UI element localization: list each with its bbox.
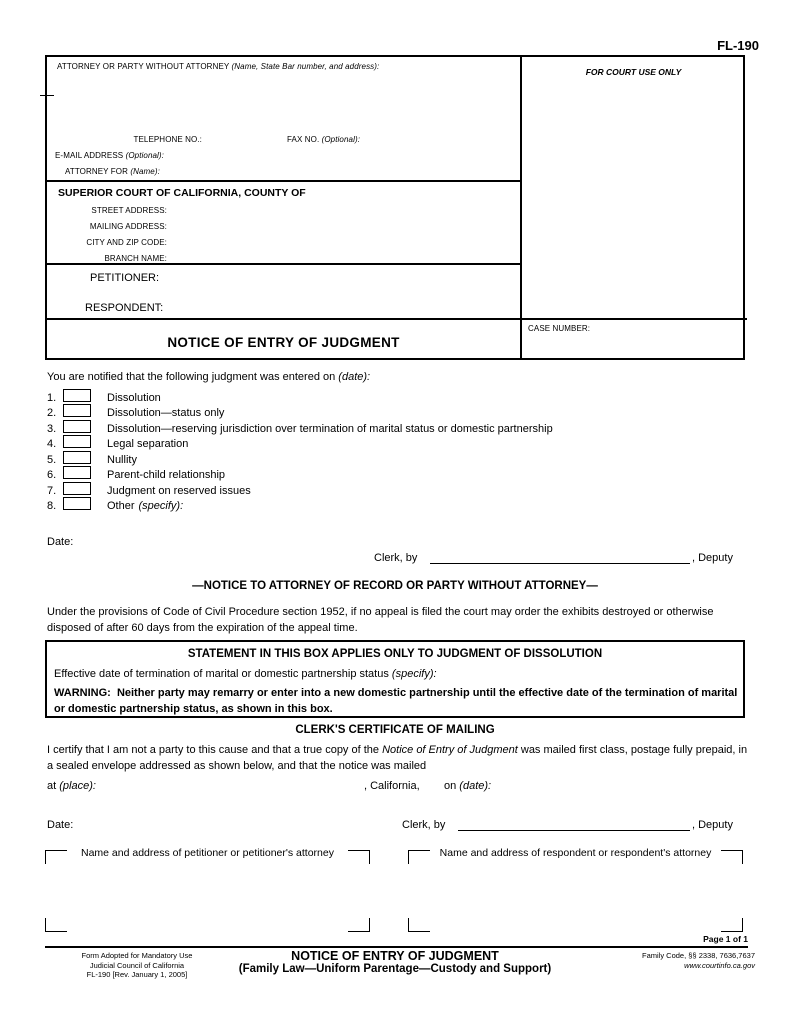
clerk-signature-line[interactable] [458, 817, 690, 831]
page-number-label: Page 1 of 1 [703, 934, 748, 944]
mailing-certificate-body: I certify that I am not a party to this cause and that a true copy of the Notice of Entry of Judgment was mailed first class, postage fully prepaid, in a sealed envelope addressed as shown below, and that the notice was mailed [47, 744, 748, 772]
item-number: 7. [47, 484, 57, 497]
clerk-by-label: Clerk, by [374, 552, 418, 564]
mail-date-hint: (date): [459, 780, 492, 792]
attorney-notice-body: Under the provisions of Code of Civil Procedure section 1952, if no appeal is filed the court may order the exhibits destroyed or otherwise disposed of after 60 days from the expiration of the appeal time. [47, 606, 714, 634]
item-label: Other [107, 500, 135, 512]
bracket-corner-icon [721, 850, 743, 864]
checkbox-icon [63, 497, 91, 510]
bracket-corner-icon [45, 850, 67, 864]
respondent-address-label: Name and address of respondent or respondent's attorney [439, 847, 712, 859]
judgment-item-row [47, 499, 183, 514]
divider-court-section [47, 180, 520, 182]
doc-title-italic: Notice of Entry of Judgment [382, 744, 518, 756]
bracket-corner-icon [408, 918, 430, 932]
dissolution-statement-box [45, 640, 745, 718]
footer-subtitle: (Family Law—Uniform Parentage—Custody and Support) [238, 963, 552, 975]
attorney-label-hint: (Name, State Bar number, and address): [231, 62, 380, 71]
effective-specify-hint: (specify): [391, 668, 437, 680]
margin-tick [40, 95, 54, 96]
fax-optional-hint: (Optional): [321, 135, 361, 144]
deputy-label: , Deputy [692, 552, 733, 564]
respondent-address-field[interactable] [413, 866, 728, 916]
divider-party-section [47, 263, 520, 265]
item-number: 4. [47, 438, 57, 450]
item-number: 5. [47, 453, 57, 466]
fax-field[interactable] [362, 131, 512, 144]
checkbox-icon [63, 389, 91, 402]
petitioner-field[interactable] [172, 270, 512, 285]
branch-name-label: BRANCH NAME: [104, 254, 167, 263]
mailed-at-line [47, 780, 96, 792]
judgment-item-row [47, 437, 188, 452]
bracket-corner-icon [721, 918, 743, 932]
item-number: 6. [47, 469, 57, 481]
item-label: Nullity [107, 453, 137, 466]
street-address-label: STREET ADDRESS: [91, 206, 167, 215]
attorney-notice-heading: —NOTICE TO ATTORNEY OF RECORD OR PARTY WITHOUT ATTORNEY— [192, 580, 598, 592]
mailing-address-field[interactable] [175, 219, 510, 232]
bracket-corner-icon [45, 918, 67, 932]
court-name-label: SUPERIOR COURT OF CALIFORNIA, COUNTY OF [58, 187, 306, 199]
footer-right-line1: Family Code, §§ 2338, 7636,7637 [642, 951, 755, 960]
city-zip-label: CITY AND ZIP CODE: [86, 238, 167, 247]
judgment-item-row [47, 483, 251, 498]
mailing-date-field[interactable] [500, 778, 740, 792]
effective-date-line: Effective date of termination of marital or domestic partnership status (specify): [54, 668, 437, 680]
footer-rule [45, 946, 748, 948]
respondent-field[interactable] [172, 300, 512, 315]
statement-heading: STATEMENT IN THIS BOX APPLIES ONLY TO JUDGMENT OF DISSOLUTION [187, 648, 603, 660]
footer-right-line2: www.courtinfo.ca.gov [684, 960, 755, 970]
date-field[interactable] [80, 534, 280, 548]
other-checkbox[interactable] [63, 497, 91, 515]
form-number: FL-190 [717, 38, 759, 53]
telephone-field[interactable] [207, 131, 282, 144]
bracket-corner-icon [348, 850, 370, 864]
bracket-corner-icon [408, 850, 430, 864]
item-label: Parent-child relationship [107, 469, 226, 481]
footer-left-line1: Form Adopted for Mandatory Use [81, 951, 193, 960]
court-use-only-label: FOR COURT USE ONLY [585, 67, 682, 77]
email-field[interactable] [167, 147, 507, 160]
footer-left-line2: Judicial Council of California [89, 960, 185, 970]
place-hint: (place): [59, 780, 96, 792]
judgment-item-row [47, 468, 225, 483]
case-number-label: CASE NUMBER: [528, 324, 591, 333]
attorney-for-field[interactable] [167, 163, 507, 176]
footer-left-line3: FL-190 [Rev. January 1, 2005] [86, 970, 188, 979]
clerk-signature-line[interactable] [430, 550, 690, 564]
judgment-intro-date-hint: (date): [338, 371, 371, 383]
fax-label: FAX NO. (Optional): [287, 135, 361, 144]
petitioner-label: PETITIONER: [90, 272, 160, 284]
item-number: 1. [47, 391, 57, 404]
email-label: E-MAIL ADDRESS (Optional): [55, 151, 165, 160]
checkbox-icon [63, 404, 91, 417]
mailing-address-label: MAILING ADDRESS: [89, 222, 167, 231]
attorney-for-name-hint: (Name): [130, 167, 160, 176]
item-label: Judgment on reserved issues [107, 484, 251, 497]
judgment-item-row [47, 390, 161, 405]
checkbox-icon [63, 466, 91, 479]
at-label: at [47, 780, 60, 792]
item-label: Dissolution [107, 391, 161, 404]
email-optional-hint: (Optional): [125, 151, 165, 160]
attorney-label: ATTORNEY OR PARTY WITHOUT ATTORNEY (Name, State Bar number, and address): [57, 62, 380, 71]
checkbox-icon [63, 482, 91, 495]
other-specify-hint: (specify): [138, 500, 184, 512]
checkbox-icon [63, 420, 91, 433]
judgment-item-row [47, 406, 224, 421]
checkbox-icon [63, 435, 91, 448]
mailing-place-field[interactable] [110, 778, 360, 792]
petitioner-address-field[interactable] [50, 866, 365, 916]
other-specify-field[interactable] [177, 499, 477, 512]
mailed-on-line [444, 780, 491, 792]
attorney-info-field[interactable] [53, 75, 513, 130]
divider-title-section [47, 318, 747, 320]
judgment-intro: You are notified that the following judgment was entered on (date): [47, 371, 370, 383]
court-use-area [522, 82, 745, 317]
california-label: , California, [364, 780, 420, 792]
respondent-label: RESPONDENT: [85, 302, 164, 314]
item-number: 2. [47, 407, 57, 419]
item-label: Legal separation [107, 438, 189, 450]
footer-form-title [200, 949, 590, 975]
caption-form-title: NOTICE OF ENTRY OF JUDGMENT [167, 335, 400, 350]
footer-code-reference [565, 951, 755, 970]
checkbox-icon [63, 451, 91, 464]
judgment-item-row [47, 452, 137, 467]
street-address-field[interactable] [175, 203, 510, 216]
telephone-label: TELEPHONE NO.: [133, 135, 202, 144]
statement-warning: WARNING: Neither party may remarry or enter into a new domestic partnership until the effective date of the termination of marital or domestic partnership status, as shown in this box. [54, 687, 738, 715]
judgment-date-field[interactable] [467, 371, 717, 384]
date-field[interactable] [80, 817, 280, 831]
date-label: Date: [47, 819, 74, 831]
footer-title: NOTICE OF ENTRY OF JUDGMENT [291, 949, 499, 963]
item-number: 8. [47, 500, 57, 512]
case-number-field[interactable] [525, 337, 743, 359]
on-label: on [444, 780, 460, 792]
date-label: Date: [47, 536, 74, 548]
effective-date-field[interactable] [484, 668, 739, 681]
item-label: Dissolution—reserving jurisdiction over termination of marital status or domestic partnership [107, 422, 553, 435]
item-number: 3. [47, 422, 57, 435]
judgment-item-row [47, 421, 553, 436]
bracket-corner-icon [348, 918, 370, 932]
header-caption-box [45, 55, 745, 360]
city-zip-field[interactable] [175, 235, 510, 248]
clerk-by-label: Clerk, by [402, 819, 446, 831]
attorney-for-label: ATTORNEY FOR (Name): [65, 167, 160, 176]
deputy-label: , Deputy [692, 819, 733, 831]
county-field[interactable] [347, 185, 512, 199]
mailing-certificate-heading: CLERK'S CERTIFICATE OF MAILING [295, 724, 495, 736]
item-label: Dissolution—status only [107, 407, 225, 419]
petitioner-address-label: Name and address of petitioner or petitioner's attorney [81, 847, 334, 859]
